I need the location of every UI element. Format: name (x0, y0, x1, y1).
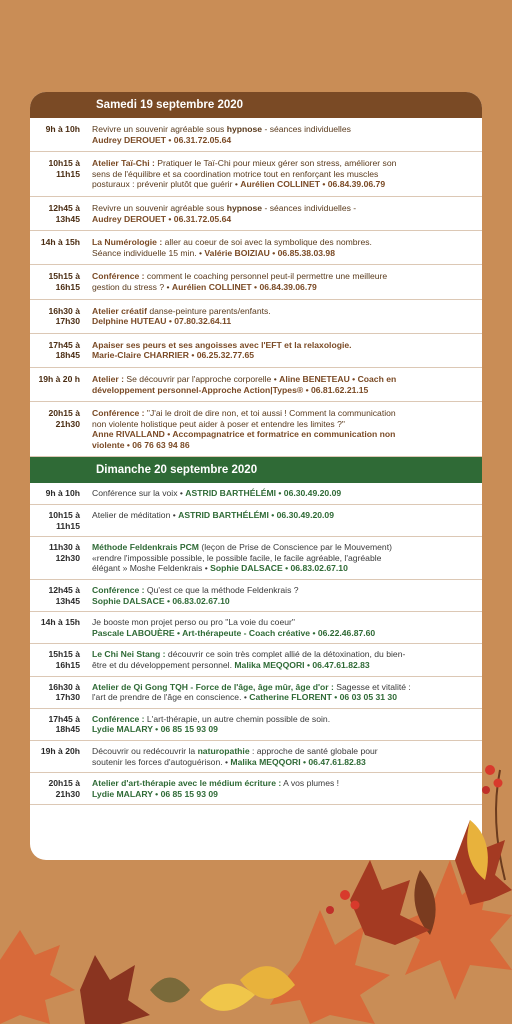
time-slot: 12h45 à 13h45 (48, 585, 80, 606)
event-description (92, 203, 482, 224)
body-text: - séances individuelles - (262, 202, 357, 213)
description-line (92, 429, 474, 440)
description-line (92, 746, 474, 757)
body-text: Se découvrir par l'approche corporelle • (124, 373, 280, 384)
maple-leaf-icon (270, 910, 390, 1024)
description-line (92, 408, 474, 419)
description-line (92, 340, 474, 351)
description-line (92, 660, 474, 671)
highlighted-text: Anne RIVALLAND • Accompagnatrice et formatrice en communication non (92, 429, 396, 440)
description-line (92, 169, 474, 180)
description-line (92, 553, 474, 564)
description-line (92, 510, 474, 521)
description-line (92, 628, 474, 639)
description-line (92, 649, 474, 660)
highlighted-text: Lydie MALARY • 06 85 15 93 09 (92, 788, 218, 799)
body-text: : approche de santé globale pour (249, 745, 378, 756)
time-slot: 17h45 à 18h45 (48, 713, 80, 735)
body-text: L'art-thérapie, un autre chemin possible de soin. (144, 713, 331, 724)
event-description (92, 408, 482, 450)
schedule-row (30, 197, 482, 231)
berry-icon (326, 906, 334, 914)
event-description (92, 374, 482, 395)
time-slot: 10h15 à 11h15 (48, 510, 80, 531)
schedule-row (30, 118, 482, 152)
event-description (92, 746, 482, 767)
body-text: «rendre l'impossible possible, le possible facile, le facile agréable, l'agréable (92, 552, 382, 563)
event-description (92, 124, 482, 145)
event-description (92, 340, 482, 361)
highlighted-text: Aurélien COLLINET • 06.84.39.06.79 (171, 281, 317, 292)
time-slot: 16h30 à 17h30 (48, 681, 80, 703)
body-text: Qu'est ce que la méthode Feldenkrais ? (144, 585, 299, 596)
highlighted-text: Sophie DALSACE • 06.83.02.67.10 (210, 563, 348, 574)
leaf-icon (240, 966, 295, 999)
highlighted-text: La Numérologie : (92, 237, 163, 248)
body-text: aller au coeur de soi avec la symbolique des nombres. (162, 237, 372, 248)
leaf-icon (150, 978, 190, 1003)
time-slot: 20h15 à 21h30 (48, 778, 80, 799)
time-slot: 11h30 à 12h30 (48, 542, 80, 563)
event-description (92, 714, 482, 735)
highlighted-text: naturopathie (197, 745, 250, 756)
time-slot: 14h à 15h (40, 617, 80, 628)
schedule-row (30, 402, 482, 457)
highlighted-text: Méthode Feldenkrais PCM (92, 542, 199, 553)
highlighted-text: Atelier créatif (92, 305, 147, 316)
event-description (92, 510, 482, 531)
body-text: Séance individuelle 15 min. • (92, 247, 205, 258)
body-text: "J'ai le droit de dire non, et toi aussi ! Comment la communication (144, 408, 396, 419)
berry-icon (340, 890, 350, 900)
schedule-row (30, 505, 482, 537)
body-text: comment le coaching personnel peut-il permettre une meilleure (144, 271, 388, 282)
maple-leaf-icon (0, 930, 75, 1024)
description-line (92, 585, 474, 596)
event-description (92, 542, 482, 574)
body-text: hypnose (226, 202, 263, 213)
highlighted-text: Atelier d'art-thérapie avec le médium écriture : (92, 778, 282, 789)
highlighted-text: Audrey DEROUET • 06.31.72.05.64 (92, 134, 232, 145)
highlighted-text: Conférence : (92, 271, 145, 282)
schedule-row (30, 537, 482, 580)
schedule-row (30, 368, 482, 402)
maple-leaf-icon (395, 860, 512, 1000)
description-line (92, 135, 474, 146)
highlighted-text: Apaiser ses peurs et ses angoisses avec l'EFT et la relaxologie. (92, 339, 352, 350)
description-line (92, 374, 474, 385)
highlighted-text: Atelier Taï-Chi : (92, 158, 155, 169)
schedule-row (30, 231, 482, 265)
description-line (92, 282, 474, 293)
time-slot: 12h45 à 13h45 (48, 202, 80, 224)
event-description (92, 237, 482, 258)
highlighted-text: développement personnel-Approche Action|Types® • 06.81.62.21.15 (92, 384, 369, 395)
time-slot: 17h45 à 18h45 (48, 339, 80, 361)
description-line (92, 214, 474, 225)
highlighted-text: Atelier : (92, 373, 124, 384)
highlighted-text: Conférence : (92, 585, 145, 596)
description-line (92, 714, 474, 725)
body-text: être et du développement personnel. (92, 660, 235, 670)
schedule-row (30, 265, 482, 299)
event-description (92, 617, 482, 638)
schedule-row (30, 334, 482, 368)
highlighted-text: Conférence : (92, 713, 145, 724)
highlighted-text: Valérie BOIZIAU • 06.85.38.03.98 (204, 247, 335, 258)
schedule-row (30, 773, 482, 805)
schedule-row (30, 709, 482, 741)
event-description (92, 306, 482, 327)
description-line (92, 488, 474, 499)
highlighted-text: ASTRID BARTHÉLÉMI • 06.30.49.20.09 (178, 510, 334, 521)
highlighted-text: Pascale LABOUÈRE • Art-thérapeute - Coach créative • 06.22.46.87.60 (92, 627, 376, 638)
schedule-row (30, 580, 482, 612)
time-slot: 10h15 à 11h15 (48, 158, 80, 179)
description-line (92, 203, 474, 214)
schedule-row (30, 677, 482, 709)
body-text: danse-peinture parents/enfants. (146, 305, 271, 316)
description-line (92, 563, 474, 574)
description-line (92, 596, 474, 607)
description-line (92, 385, 474, 396)
description-line (92, 316, 474, 327)
body-text: soutenir les forces d'autoguérison. • (92, 756, 231, 767)
description-line (92, 789, 474, 800)
description-line (92, 692, 474, 703)
berry-branch-icon (482, 765, 505, 880)
highlighted-text: Aline BENETEAU • Coach en (279, 373, 397, 384)
body-text: Découvrir ou redécouvrir la (92, 745, 198, 756)
event-description (92, 488, 482, 499)
sunday-section (30, 457, 482, 805)
time-slot: 15h15 à 16h15 (48, 649, 80, 670)
description-line (92, 617, 474, 628)
body-text: - séances individuelles (262, 124, 351, 134)
description-line (92, 271, 474, 282)
maple-leaf-icon (350, 860, 430, 945)
body-text: Atelier de méditation • (92, 510, 179, 521)
description-line (92, 419, 474, 430)
schedule-row (30, 644, 482, 676)
time-slot: 19h à 20 h (38, 373, 80, 384)
sunday-header: Dimanche 20 septembre 2020 (30, 457, 482, 483)
time-slot: 19h à 20h (40, 745, 80, 756)
body-text: Pratiquer le Taï-Chi pour mieux gérer son stress, améliorer son (154, 158, 397, 169)
schedule-row (30, 152, 482, 197)
saturday-rows (30, 118, 482, 457)
sunday-rows (30, 483, 482, 805)
highlighted-text: Sophie DALSACE • 06.83.02.67.10 (92, 595, 230, 606)
schedule-card (30, 92, 482, 860)
highlighted-text: Aurélien COLLINET • 06.84.39.06.79 (240, 179, 386, 190)
highlighted-text: Lydie MALARY • 06 85 15 93 09 (92, 724, 218, 735)
description-line (92, 757, 474, 768)
schedule-row (30, 612, 482, 644)
body-text: Conférence sur la voix • (92, 488, 186, 499)
berry-icon (351, 901, 360, 910)
time-slot: 16h30 à 17h30 (48, 305, 80, 327)
time-slot: 20h15 à 21h30 (48, 408, 80, 429)
highlighted-text: Delphine HUTEAU • 07.80.32.64.11 (92, 316, 232, 327)
description-line (92, 724, 474, 735)
body-text: Revivre un souvenir agréable sous (92, 202, 227, 213)
body-text: l'art de prendre de l'âge en conscience. • (92, 692, 250, 703)
body-text: découvrir ce soin très complet allié de la détoxination, du bien- (165, 649, 406, 660)
highlighted-text: violente • 06 76 63 94 86 (92, 439, 190, 450)
highlighted-text: ASTRID BARTHÉLÉMI • 06.30.49.20.09 (185, 488, 342, 499)
event-description (92, 649, 482, 670)
body-text: posturaux : prévenir plutôt que guérir • (92, 179, 241, 190)
schedule-row (30, 741, 482, 773)
body-text: A vos plumes ! (281, 778, 340, 789)
highlighted-text: Audrey DEROUET • 06.31.72.05.64 (92, 213, 232, 224)
body-text: gestion du stress ? • (92, 281, 172, 292)
highlighted-text: Conférence : (92, 408, 145, 419)
event-description (92, 682, 482, 703)
description-line (92, 248, 474, 259)
highlighted-text: Le Chi Nei Stang : (92, 649, 166, 660)
highlighted-text: Malika MEQQORI • 06.47.61.82.83 (234, 660, 370, 670)
description-line (92, 778, 474, 789)
body-text: (leçon de Prise de Conscience par le Mouvement) (198, 542, 392, 553)
body-text: Je booste mon projet perso ou pro "La voie du coeur" (92, 617, 295, 628)
description-line (92, 179, 474, 190)
leaf-icon (414, 870, 435, 935)
description-line (92, 682, 474, 693)
event-description (92, 271, 482, 292)
event-description (92, 778, 482, 799)
time-slot: 9h à 10h (45, 488, 80, 499)
description-line (92, 350, 474, 361)
maple-leaf-icon (80, 955, 150, 1024)
body-text: sens de l'équilibre et sa coordination motrice tout en renforçant les muscles (92, 168, 379, 179)
body-text: Revivre un souvenir agréable sous (92, 124, 227, 134)
schedule-row (30, 483, 482, 505)
description-line (92, 158, 474, 169)
highlighted-text: Marie-Claire CHARRIER • 06.25.32.77.65 (92, 350, 255, 361)
description-line (92, 542, 474, 553)
saturday-header: Samedi 19 septembre 2020 (30, 92, 482, 118)
time-slot: 14h à 15h (40, 237, 80, 248)
highlighted-text: Malika MEQQORI • 06.47.61.82.83 (230, 756, 366, 767)
time-slot: 9h à 10h (45, 124, 80, 134)
description-line (92, 124, 474, 135)
saturday-section (30, 92, 482, 457)
description-line (92, 306, 474, 317)
body-text: non violente holistique peut aider à poser et entendre les limites ?" (92, 418, 345, 429)
highlighted-text: Atelier de Qi Gong TQH - Force de l'âge, âge mûr, âge d'or : (92, 681, 334, 692)
highlighted-text: Catherine FLORENT • 06 03 05 31 30 (249, 692, 397, 703)
event-description (92, 585, 482, 606)
description-line (92, 237, 474, 248)
schedule-row (30, 300, 482, 334)
body-text: Sagesse et vitalité : (333, 681, 411, 692)
body-text: élégant » Moshe Feldenkrais • (92, 563, 211, 574)
description-line (92, 440, 474, 451)
time-slot: 15h15 à 16h15 (48, 271, 80, 292)
event-description (92, 158, 482, 190)
leaf-icon (200, 984, 255, 1011)
body-text: hypnose (226, 124, 263, 134)
